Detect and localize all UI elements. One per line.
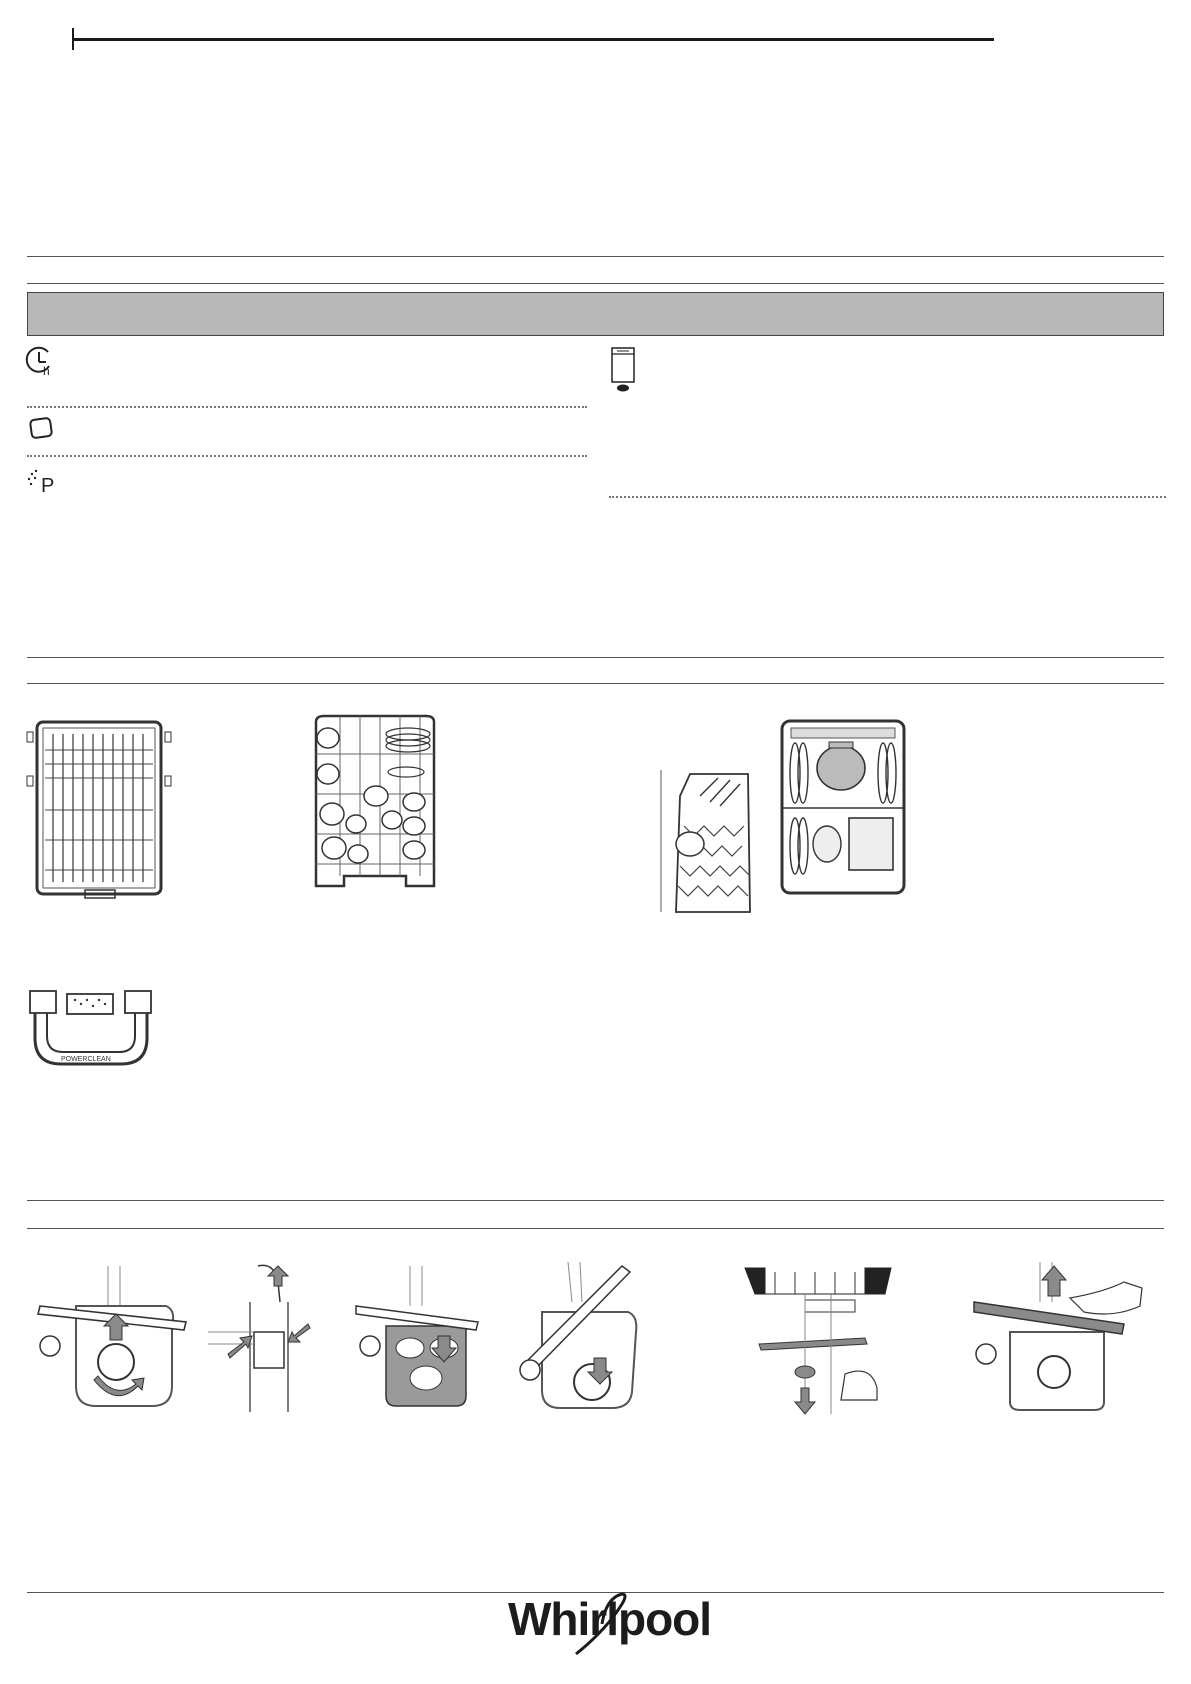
dishwasher-icon	[609, 346, 637, 394]
section-rule-1b	[27, 283, 1164, 284]
section-rule-1a	[27, 256, 1164, 257]
logo-swoosh-icon	[566, 1590, 636, 1660]
section-rule-2a	[27, 657, 1164, 658]
filter-step-3-figure	[356, 1266, 480, 1416]
filter-step-2-figure	[208, 1262, 322, 1418]
power-clean-handle-figure	[27, 988, 155, 1078]
svg-text:h: h	[43, 364, 50, 378]
sparkle-p-icon	[26, 468, 58, 496]
svg-text:P: P	[41, 475, 55, 497]
section-rule-3a	[27, 1200, 1164, 1201]
filter-step-6-figure	[974, 1262, 1144, 1418]
section-rule-2b	[27, 683, 1164, 684]
lower-basket-figure	[310, 714, 440, 896]
svg-text:POWERCLEAN: POWERCLEAN	[61, 1056, 111, 1063]
whirlpool-logo: Whirlpool	[508, 1593, 712, 1645]
dotted-divider-3	[609, 496, 1166, 498]
filter-step-4-figure	[512, 1262, 650, 1418]
section-header-bar	[27, 292, 1164, 336]
full-load-figure	[779, 718, 907, 898]
filter-step-5-figure	[745, 1264, 893, 1416]
upper-basket-figure	[27, 720, 173, 902]
dotted-divider-1	[27, 406, 587, 408]
dotted-divider-2	[27, 455, 587, 457]
clock-h-icon	[26, 346, 58, 376]
filter-step-1-figure	[36, 1266, 192, 1414]
section-rule-3b	[27, 1228, 1164, 1229]
header-rule	[72, 38, 994, 41]
header-tick	[72, 28, 74, 50]
cutlery-rack-figure	[660, 766, 756, 914]
tablet-icon	[28, 416, 56, 442]
